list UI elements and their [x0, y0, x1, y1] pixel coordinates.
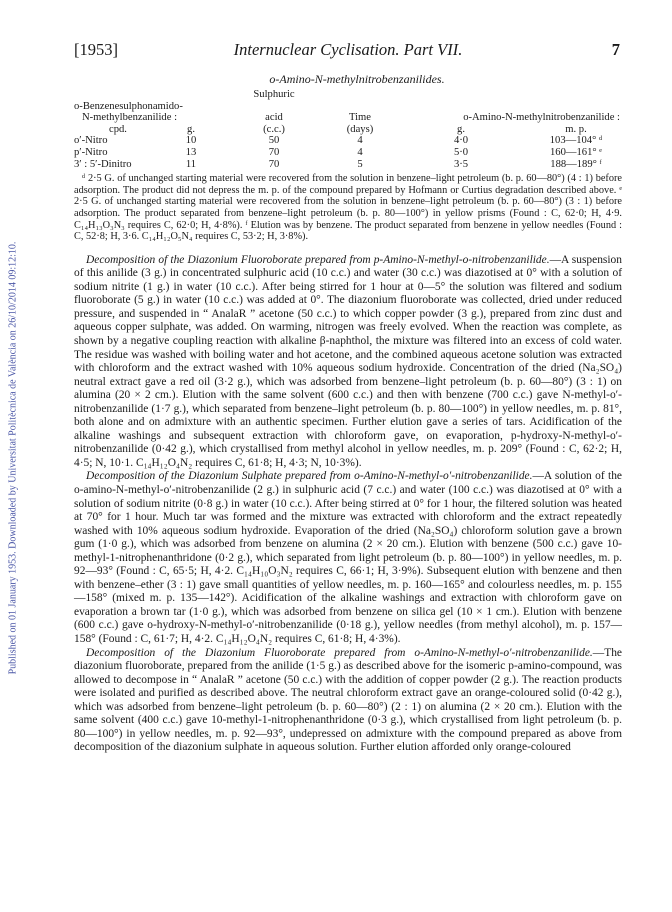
header-row-mid — [74, 101, 622, 124]
table-cell: 70 — [268, 158, 280, 170]
table-row — [74, 135, 622, 147]
watermark-text: Published on 01 January 1953. Downloaded by Universitat Politècnica de València on 26/10/2014 09:12:10. — [7, 241, 19, 675]
column-header — [74, 89, 162, 101]
table-footnotes: ᵈ 2·5 G. of unchanged starting material were recovered from the solution in benzene–light petroleum (b. p. 60—80°) (4 : 1) before adsorption. The product did not depress the m. p. of the compound prepared by Hofmann or Curtius degradation described above. ᵉ 2·5 G. of unchanged starting material were recovered from the solution in benzene–light petroleum (b. p. 60—80°) (3 : 1) before adsorption. The product separated from benzene–light petroleum (b. p. 80—100°) in yellow prisms (Found : C, 62·0; H, 4·9. C₁₄H₁₃O₃N₃ requires C, 62·0; H, 4·8%). ᶠ Elution was by benzene. The product separated from benzene in yellow needles (Found : C, 52·8; H, 3·6. C₁₄H₁₂O₅N₄ requires C, 53·2; H, 3·8%). — [74, 173, 622, 243]
table-cell: o′-Nitro — [74, 135, 108, 147]
page-number: 7 — [611, 40, 620, 59]
table-cell: 10 — [185, 135, 197, 147]
table-cell: 5 — [357, 158, 363, 170]
column-header-line: N-methylbenzanilide : — [82, 112, 178, 124]
column-header — [74, 101, 220, 124]
column-header: g. — [187, 123, 195, 135]
paragraph-body: —A suspension of this anilide (3 g.) in concentrated sulphuric acid (10 c.c.) and water (30 c.c.) was diazotised at 0° with a solution of sodium nitrite (1 g.) in water (10 c.c.). After being stirred for 1 hour at 0—5° the solution was filtered and sodium fluoroborate (5 g.) in water (10 c.c.) was added at 0°. The diazonium fluoroborate was collected, dried under reduced pressure, and suspended in “ AnalaR ” acetone (50 c.c.) to which copper powder (3 g.), prepared from zinc dust and aqueous copper sulphate, was added. On warming, nitrogen was freely evolved. When the reaction was complete, as shown by a negative coupling reaction with alkaline β-naphthol, the mixture was filtered into an excess of cold water. The residue was washed with boiling water and hot acetone, and the combined aqueous acetone solution was extracted with chloroform and the extract washed with 10% aqueous sodium hydroxide. Concentration of the dried (Na₂SO₄) neutral extract gave a red oil (3·2 g.), which was adsorbed from benzene–light petroleum (b. p. 60—80°) (3 : 1) on alumina (20 × 2 cm.). Elution with the same solvent (600 c.c.) and then with benzene (700 c.c.) gave N-methyl-o′-nitrobenzanilide (1·7 g.), which separated from benzene–light petroleum (b. p. 80—100°) in yellow needles, m. p. 81°, both alone and on admixture with an authentic specimen. Further elution gave a series of tars. Acidification of the alkaline washings and subsequent extraction with chloroform gave, on evaporation, p-hydroxy-N-methyl-o′-nitrobenzanilide (0·42 g.), which crystallised from methyl alcohol in yellow needles, m. p. 209° (Found : C, 62·2; H, 4·5; N, 10·1. C₁₄H₁₂O₄N₂ requires C, 61·8; H, 4·3; N, 10·3%). — [74, 253, 622, 469]
running-header — [74, 40, 622, 66]
table-row — [74, 159, 622, 171]
table-cell: 3·5 — [453, 158, 469, 170]
table-cell: 160—161° ᵉ — [550, 146, 602, 158]
page — [74, 40, 622, 755]
header-title: Internuclear Cyclisation. Part VII. — [233, 40, 463, 59]
run-in-heading: Decomposition of the Diazonium Sulphate prepared from o-Amino-N-methyl-o′-nitrobenzanilide. — [86, 470, 533, 483]
column-header: acid — [265, 112, 283, 124]
table-cell: 4 — [357, 135, 363, 147]
table-cell: p′-Nitro — [74, 146, 108, 158]
header-row-bottom — [74, 124, 622, 136]
column-header: m. p. — [565, 123, 587, 135]
paragraph — [74, 470, 622, 646]
table-cell: 4 — [357, 146, 363, 158]
run-in-heading: Decomposition of the Diazonium Fluoroborate prepared from o-Amino-N-methyl-o′-nitrobenzanilide. — [86, 646, 593, 659]
table-cell: 3′ : 5′-Dinitro — [74, 158, 132, 170]
column-header: o-Amino-N-methylnitrobenzanilide : — [463, 112, 620, 124]
column-header: (days) — [346, 123, 374, 135]
column-header — [328, 89, 392, 101]
column-header: Time — [349, 112, 371, 124]
table-cell: 50 — [268, 135, 280, 147]
paragraph-body: —A solution of the o-amino-N-methyl-o′-nitrobenzanilide (2 g.) in sulphuric acid (7 c.c.) and water (100 c.c.) was diazotised at 0° with a solution of sodium nitrite (0·8 g.) in water (10 c.c.). After being stirred at 0° for 1 hour, the filtered solution was heated at 70° for 1 hour. Much tar was formed and the mixture was extracted with chloroform and the extract repeatedly washed with 10% aqueous sodium hydroxide. Evaporation of the dried (Na₂SO₄) chloroform solution gave a brown gum (1·0 g.), which was adsorbed from benzene on alumina (2 × 20 cm.). Elution with benzene (500 c.c.) gave 10-methyl-1-nitrophenanthridone (0·2 g.), which separated from light petroleum (b. p. 80—100°) in yellow needles, m. p. 92—93° (Found : C, 65·5; H, 4·2. C₁₄H₁₀O₃N₂ requires C, 66·1; H, 3·9%). Subsequent elution with benzene and then with benzene–ether (3 : 1) gave small quantities of yellow needles, m. p. 160—165° and colourless needles, m. p. 155—158° (mixed m. p. 135—142°). Acidification of the alkaline washings and extraction with chloroform gave on evaporation a brown tar (1·0 g.), which was adsorbed from benzene on silica gel (10 × 1 cm.). Elution with benzene (600 c.c.) gave o-hydroxy-N-methyl-o′-nitrobenzanilide (0·18 g.), yellow needles (from methyl alcohol), m. p. 157—158° (Found : C, 61·7; H, 4·2. C₁₄H₁₂O₄N₂ requires C, 61·8; H, 4·3%). — [74, 470, 622, 646]
table-cell: 11 — [185, 158, 197, 170]
column-header — [392, 89, 530, 101]
paragraph — [74, 254, 622, 471]
table-cell: 188—189° ᶠ — [550, 158, 602, 170]
download-watermark — [0, 0, 26, 912]
table-cell: 5·0 — [453, 146, 469, 158]
table-title: o-Amino-N-methylnitrobenzanilides. — [269, 72, 445, 86]
table-row — [74, 147, 622, 159]
column-header — [162, 89, 220, 101]
column-header: g. — [457, 123, 465, 135]
column-header — [530, 89, 622, 101]
header-row-top — [74, 89, 622, 101]
column-header: cpd. — [109, 123, 127, 135]
data-table — [74, 89, 622, 170]
table-cell: 4·0 — [453, 135, 469, 147]
paragraph — [74, 647, 622, 755]
table-cell: 70 — [268, 146, 280, 158]
column-header-line: o-Benzenesulphonamido- — [74, 100, 183, 112]
column-header: (c.c.) — [263, 123, 285, 135]
column-header: Sulphuric — [253, 89, 295, 100]
table-cell: 13 — [185, 146, 197, 158]
paragraph-body: —The diazonium fluoroborate, prepared from the anilide (1·5 g.) as described above for the isomeric p-amino-compound, was allowed to decompose in “ AnalaR ” acetone (50 c.c.) with the addition of copper powder (2 g.). The reaction products were isolated and purified as described above. The neutral chloroform extract gave an orange-coloured solid (0·42 g.), which was adsorbed from benzene–light petroleum (b. p. 60—80°) (2 : 1) on alumina (2 × 20 cm.). Elution with the same solvent (400 c.c.) gave 10-methyl-1-nitrophenanthridone (0·3 g.), which crystallised from light petroleum (b. p. 80—100°) in yellow needles, m. p. 92—93°, undepressed on admixture with the compound prepared as above from decomposition of the diazonium sulphate in aqueous solution. Further elution afforded only orange-coloured — [74, 646, 622, 754]
header-year: [1953] — [74, 40, 118, 59]
table-cell: 103—104° ᵈ — [549, 135, 603, 147]
run-in-heading: Decomposition of the Diazonium Fluoroborate prepared from p-Amino-N-methyl-o-nitrobenzanilide. — [86, 253, 550, 266]
